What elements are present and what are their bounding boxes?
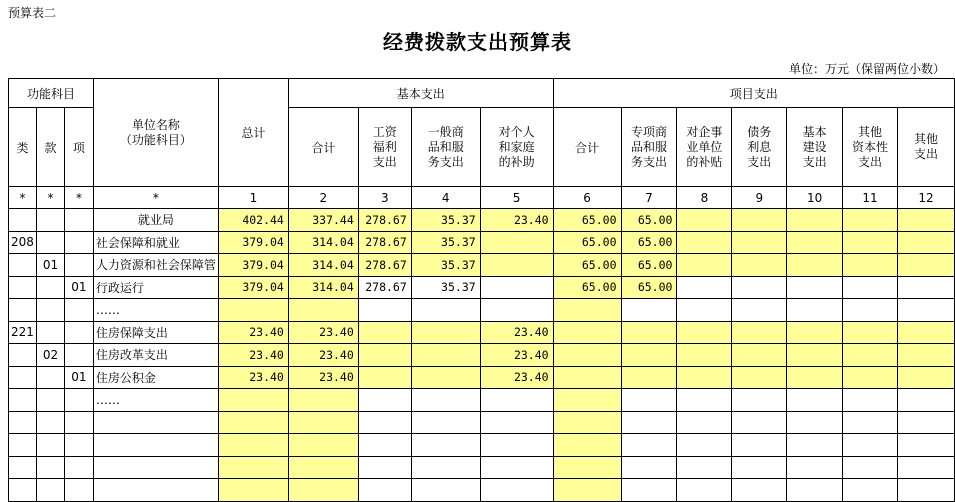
amount-cell xyxy=(787,231,843,254)
amount-cell: 314.04 xyxy=(288,254,358,277)
amount-cell: 278.67 xyxy=(358,231,411,254)
amount-cell xyxy=(411,344,480,367)
code-cell: 221 xyxy=(9,321,37,344)
table-row xyxy=(9,411,955,434)
amount-cell xyxy=(411,434,480,457)
header-basic: 基本支出 xyxy=(288,79,553,108)
amount-cell xyxy=(288,456,358,479)
amount-cell xyxy=(732,389,787,412)
amount-cell xyxy=(411,411,480,434)
amount-cell xyxy=(358,456,411,479)
amount-cell xyxy=(787,479,843,502)
amount-cell xyxy=(787,344,843,367)
unit-name-cell: 住房保障支出 xyxy=(93,321,218,344)
amount-cell xyxy=(677,456,732,479)
amount-cell xyxy=(358,344,411,367)
amount-cell xyxy=(358,366,411,389)
amount-cell: 379.04 xyxy=(218,254,288,277)
code-cell xyxy=(64,321,93,344)
amount-cell xyxy=(897,366,954,389)
page-title: 经费拨款支出预算表 xyxy=(383,30,572,54)
amount-cell: 379.04 xyxy=(218,231,288,254)
amount-cell: 65.00 xyxy=(553,276,621,299)
amount-cell xyxy=(621,321,677,344)
unit-name-cell xyxy=(93,411,218,434)
code-cell xyxy=(64,254,93,277)
table-row xyxy=(9,321,955,344)
table-row xyxy=(9,434,955,457)
code-cell xyxy=(36,299,64,322)
header-special-text: 专项商 品和服 务支出 xyxy=(630,124,667,169)
amount-cell xyxy=(677,389,732,412)
amount-cell xyxy=(553,411,621,434)
amount-cell xyxy=(677,231,732,254)
code-cell xyxy=(36,321,64,344)
amount-cell xyxy=(358,411,411,434)
code-cell xyxy=(64,344,93,367)
header-debt-text: 债务 利息 支出 xyxy=(747,124,772,169)
header-unit-name xyxy=(93,79,218,187)
amount-cell: 35.37 xyxy=(411,231,480,254)
index-cell: * xyxy=(9,187,37,209)
unit-name-cell: 社会保障和就业 xyxy=(93,231,218,254)
amount-cell xyxy=(553,366,621,389)
amount-cell: 65.00 xyxy=(553,209,621,232)
amount-cell xyxy=(288,411,358,434)
amount-cell xyxy=(677,479,732,502)
header-personal-text: 对个人 和家庭 的补助 xyxy=(498,124,535,169)
header-project-heji: 合计 xyxy=(553,108,621,187)
amount-cell xyxy=(411,456,480,479)
amount-cell xyxy=(621,389,677,412)
amount-cell xyxy=(843,299,898,322)
amount-cell: 23.40 xyxy=(218,344,288,367)
unit-name-cell: 住房改革支出 xyxy=(93,344,218,367)
amount-cell: 278.67 xyxy=(358,209,411,232)
amount-cell xyxy=(787,434,843,457)
amount-cell xyxy=(787,209,843,232)
index-cell: 3 xyxy=(358,187,411,209)
amount-cell xyxy=(218,411,288,434)
amount-cell xyxy=(732,434,787,457)
amount-cell xyxy=(411,321,480,344)
amount-cell xyxy=(677,299,732,322)
unit-name-cell: 行政运行 xyxy=(93,276,218,299)
amount-cell xyxy=(732,321,787,344)
amount-cell: 23.40 xyxy=(218,321,288,344)
code-cell xyxy=(9,299,37,322)
table-row xyxy=(9,209,955,232)
unit-name-cell xyxy=(93,434,218,457)
code-cell xyxy=(9,276,37,299)
code-cell: 01 xyxy=(64,366,93,389)
table-row xyxy=(9,299,955,322)
header-other-text: 其他 支出 xyxy=(913,132,938,161)
code-cell xyxy=(36,434,64,457)
amount-cell xyxy=(411,479,480,502)
amount-cell xyxy=(897,276,954,299)
amount-cell: 337.44 xyxy=(288,209,358,232)
amount-cell xyxy=(732,366,787,389)
amount-cell xyxy=(411,366,480,389)
amount-cell xyxy=(358,299,411,322)
index-cell: 6 xyxy=(553,187,621,209)
amount-cell xyxy=(553,434,621,457)
amount-cell xyxy=(553,321,621,344)
index-cell: 9 xyxy=(732,187,787,209)
amount-cell xyxy=(480,299,553,322)
index-cell: 2 xyxy=(288,187,358,209)
code-cell xyxy=(36,366,64,389)
code-cell xyxy=(36,456,64,479)
code-cell xyxy=(36,209,64,232)
index-cell: 1 xyxy=(218,187,288,209)
amount-cell xyxy=(897,231,954,254)
amount-cell xyxy=(787,411,843,434)
code-cell: 01 xyxy=(64,276,93,299)
code-cell xyxy=(9,209,37,232)
amount-cell: 23.40 xyxy=(480,366,553,389)
amount-cell xyxy=(480,276,553,299)
unit-name-cell: …… xyxy=(93,389,218,412)
amount-cell: 65.00 xyxy=(621,209,677,232)
amount-cell xyxy=(843,321,898,344)
amount-cell xyxy=(480,411,553,434)
amount-cell: 278.67 xyxy=(358,276,411,299)
amount-cell xyxy=(480,434,553,457)
code-cell xyxy=(9,456,37,479)
unit-name-cell xyxy=(93,456,218,479)
amount-cell xyxy=(677,411,732,434)
code-cell xyxy=(36,276,64,299)
amount-cell xyxy=(553,389,621,412)
index-row xyxy=(9,187,955,209)
amount-cell xyxy=(897,479,954,502)
amount-cell xyxy=(732,254,787,277)
code-cell xyxy=(64,434,93,457)
index-cell: 7 xyxy=(621,187,677,209)
header-basic-heji: 合计 xyxy=(288,108,358,187)
code-cell xyxy=(64,411,93,434)
table-row xyxy=(9,231,955,254)
amount-cell xyxy=(787,366,843,389)
code-cell xyxy=(64,456,93,479)
header-total: 总计 xyxy=(218,79,288,187)
table-row xyxy=(9,344,955,367)
amount-cell: 35.37 xyxy=(411,276,480,299)
amount-cell: 379.04 xyxy=(218,276,288,299)
amount-cell xyxy=(288,299,358,322)
amount-cell xyxy=(218,456,288,479)
index-cell: * xyxy=(64,187,93,209)
amount-cell xyxy=(677,321,732,344)
amount-cell xyxy=(897,321,954,344)
amount-cell: 65.00 xyxy=(621,231,677,254)
amount-cell xyxy=(358,389,411,412)
amount-cell: 23.40 xyxy=(480,344,553,367)
amount-cell xyxy=(621,299,677,322)
amount-cell xyxy=(621,366,677,389)
header-other-capital-text: 其他 资本性 支出 xyxy=(852,124,889,169)
amount-cell xyxy=(732,299,787,322)
code-cell xyxy=(9,479,37,502)
amount-cell xyxy=(787,254,843,277)
header-general-text: 一般商 品和服 务支出 xyxy=(427,124,464,169)
amount-cell xyxy=(732,209,787,232)
header-special xyxy=(621,108,677,187)
amount-cell xyxy=(843,456,898,479)
amount-cell: 23.40 xyxy=(288,344,358,367)
amount-cell xyxy=(553,344,621,367)
amount-cell xyxy=(480,456,553,479)
header-unit-name-text: 单位名称 （功能科目） xyxy=(119,117,192,147)
amount-cell xyxy=(843,276,898,299)
code-cell xyxy=(9,434,37,457)
amount-cell xyxy=(897,209,954,232)
amount-cell xyxy=(843,344,898,367)
code-cell: 208 xyxy=(9,231,37,254)
unit-name-cell xyxy=(93,479,218,502)
code-cell xyxy=(64,389,93,412)
table-row xyxy=(9,366,955,389)
code-cell xyxy=(36,479,64,502)
code-cell xyxy=(64,299,93,322)
amount-cell xyxy=(480,254,553,277)
unit-name-cell: 住房公积金 xyxy=(93,366,218,389)
index-cell: * xyxy=(36,187,64,209)
amount-cell: 23.40 xyxy=(480,321,553,344)
amount-cell: 278.67 xyxy=(358,254,411,277)
amount-cell: 314.04 xyxy=(288,231,358,254)
amount-cell xyxy=(787,321,843,344)
amount-cell xyxy=(843,389,898,412)
header-construction-text: 基本 建设 支出 xyxy=(802,124,827,169)
amount-cell xyxy=(843,366,898,389)
amount-cell xyxy=(358,321,411,344)
amount-cell: 35.37 xyxy=(411,209,480,232)
amount-cell xyxy=(553,456,621,479)
amount-cell xyxy=(732,456,787,479)
amount-cell xyxy=(787,299,843,322)
amount-cell xyxy=(480,389,553,412)
amount-cell xyxy=(411,389,480,412)
unit-name-cell: …… xyxy=(93,299,218,322)
amount-cell xyxy=(897,456,954,479)
code-cell xyxy=(9,389,37,412)
header-general xyxy=(411,108,480,187)
code-cell xyxy=(9,411,37,434)
index-cell: 4 xyxy=(411,187,480,209)
header-project: 项目支出 xyxy=(553,79,954,108)
amount-cell xyxy=(621,344,677,367)
header-construction xyxy=(787,108,843,187)
table-row xyxy=(9,254,955,277)
amount-cell xyxy=(411,299,480,322)
amount-cell xyxy=(843,434,898,457)
header-xiang: 项 xyxy=(64,108,93,187)
amount-cell xyxy=(480,231,553,254)
code-cell xyxy=(9,366,37,389)
amount-cell xyxy=(218,434,288,457)
amount-cell xyxy=(553,299,621,322)
amount-cell xyxy=(732,411,787,434)
amount-cell xyxy=(897,389,954,412)
code-cell: 02 xyxy=(36,344,64,367)
header-kuan: 款 xyxy=(36,108,64,187)
header-salary xyxy=(358,108,411,187)
budget-table xyxy=(8,78,955,502)
amount-cell: 23.40 xyxy=(480,209,553,232)
index-cell: 10 xyxy=(787,187,843,209)
header-enterprise xyxy=(677,108,732,187)
amount-cell xyxy=(897,434,954,457)
header-func-subject: 功能科目 xyxy=(9,79,94,108)
amount-cell xyxy=(553,479,621,502)
amount-cell xyxy=(677,254,732,277)
code-cell: 01 xyxy=(36,254,64,277)
amount-cell xyxy=(732,231,787,254)
amount-cell xyxy=(732,276,787,299)
amount-cell: 65.00 xyxy=(553,254,621,277)
amount-cell xyxy=(787,276,843,299)
amount-cell xyxy=(288,479,358,502)
header-salary-text: 工资 福利 支出 xyxy=(372,124,397,169)
amount-cell xyxy=(843,254,898,277)
header-other-capital xyxy=(843,108,898,187)
amount-cell: 23.40 xyxy=(288,321,358,344)
amount-cell xyxy=(843,231,898,254)
amount-cell xyxy=(843,479,898,502)
amount-cell xyxy=(843,209,898,232)
code-cell xyxy=(9,254,37,277)
unit-name-cell: 人力资源和社会保障管 xyxy=(93,254,218,277)
code-cell xyxy=(36,389,64,412)
amount-cell xyxy=(677,366,732,389)
table-row xyxy=(9,479,955,502)
index-cell: 12 xyxy=(897,187,954,209)
unit-name-cell: 就业局 xyxy=(93,209,218,232)
amount-cell xyxy=(897,254,954,277)
amount-cell xyxy=(621,479,677,502)
table-row xyxy=(9,456,955,479)
amount-cell: 65.00 xyxy=(621,276,677,299)
index-cell: 11 xyxy=(843,187,898,209)
amount-cell: 35.37 xyxy=(411,254,480,277)
amount-cell: 402.44 xyxy=(218,209,288,232)
amount-cell xyxy=(677,434,732,457)
header-personal xyxy=(480,108,553,187)
amount-cell xyxy=(358,479,411,502)
amount-cell xyxy=(480,479,553,502)
amount-cell xyxy=(288,389,358,412)
index-cell: 5 xyxy=(480,187,553,209)
index-cell: * xyxy=(93,187,218,209)
code-cell xyxy=(64,209,93,232)
amount-cell xyxy=(218,299,288,322)
code-cell xyxy=(64,231,93,254)
amount-cell xyxy=(621,456,677,479)
amount-cell: 65.00 xyxy=(621,254,677,277)
amount-cell xyxy=(897,344,954,367)
amount-cell xyxy=(732,344,787,367)
amount-cell xyxy=(732,479,787,502)
header-lei: 类 xyxy=(9,108,37,187)
amount-cell xyxy=(677,209,732,232)
amount-cell xyxy=(787,389,843,412)
amount-cell xyxy=(218,479,288,502)
sheet-label: 预算表二 xyxy=(8,6,57,20)
header-debt xyxy=(732,108,787,187)
code-cell xyxy=(36,231,64,254)
amount-cell xyxy=(843,411,898,434)
table-row xyxy=(9,389,955,412)
header-enterprise-text: 对企事 业单位 的补贴 xyxy=(686,124,723,169)
amount-cell xyxy=(787,456,843,479)
amount-cell xyxy=(621,434,677,457)
amount-cell xyxy=(218,389,288,412)
amount-cell xyxy=(677,276,732,299)
amount-cell xyxy=(288,434,358,457)
amount-cell: 65.00 xyxy=(553,231,621,254)
header-other xyxy=(897,108,954,187)
code-cell xyxy=(36,411,64,434)
amount-cell xyxy=(358,434,411,457)
amount-cell: 314.04 xyxy=(288,276,358,299)
amount-cell: 23.40 xyxy=(218,366,288,389)
table-row xyxy=(9,276,955,299)
amount-cell xyxy=(897,299,954,322)
index-cell: 8 xyxy=(677,187,732,209)
code-cell xyxy=(9,344,37,367)
amount-cell xyxy=(621,411,677,434)
amount-cell xyxy=(677,344,732,367)
amount-cell xyxy=(897,411,954,434)
unit-note: 单位：万元（保留两位小数） xyxy=(788,62,945,76)
amount-cell: 23.40 xyxy=(288,366,358,389)
code-cell xyxy=(64,479,93,502)
